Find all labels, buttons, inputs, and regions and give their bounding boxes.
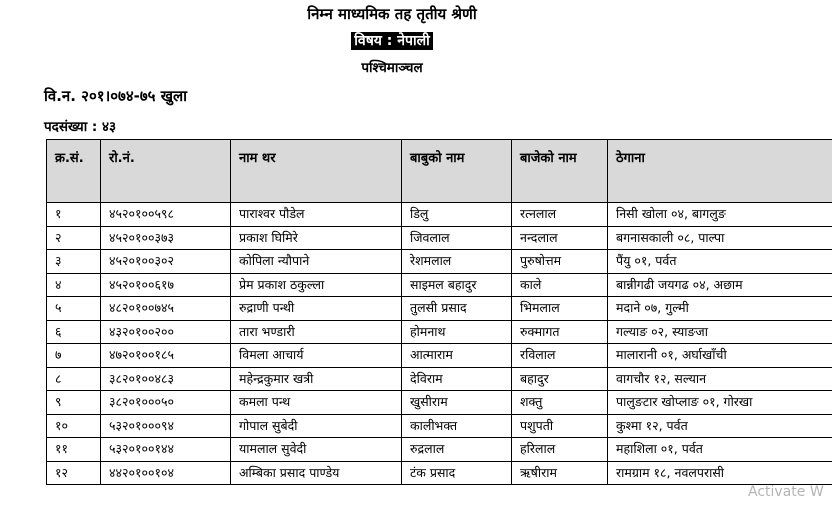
- cell-roll-number: ३८२०१००४८३: [101, 367, 231, 391]
- cell-address: वागचौर १२, सल्यान: [608, 367, 832, 391]
- cell-serial: १: [47, 203, 101, 227]
- cell-father-name: रेशमलाल: [402, 250, 512, 274]
- cell-serial: ५: [47, 297, 101, 321]
- cell-address: महाशिला ०१, पर्वत: [608, 438, 832, 462]
- page-title: निम्न माध्यमिक तह तृतीय श्रेणी: [307, 5, 477, 23]
- cell-roll-number: ४५२०१००३७३: [101, 226, 231, 250]
- table-header-row: [47, 140, 832, 203]
- cell-name: कोपिला न्यौपाने: [231, 250, 402, 274]
- cell-grandfather-name: पशुपती: [512, 414, 608, 438]
- cell-name: महेन्द्रकुमार खत्री: [231, 367, 402, 391]
- cell-grandfather-name: शक्तु: [512, 391, 608, 415]
- cell-grandfather-name: रविलाल: [512, 344, 608, 368]
- region-heading: पश्चिमाञ्चल: [361, 60, 423, 76]
- cell-roll-number: ४५२०१००६१७: [101, 273, 231, 297]
- column-header-grandfather: बाजेको नाम: [512, 140, 608, 203]
- table-row: [47, 297, 832, 321]
- cell-roll-number: ५३२०१०००९४: [101, 414, 231, 438]
- cell-grandfather-name: भिमलाल: [512, 297, 608, 321]
- cell-serial: १२: [47, 461, 101, 485]
- cell-name: यामलाल सुवेदी: [231, 438, 402, 462]
- cell-name: पाराश्वर पौडेल: [231, 203, 402, 227]
- cell-roll-number: ३८२०१०००५०: [101, 391, 231, 415]
- cell-grandfather-name: रुक्मागत: [512, 320, 608, 344]
- cell-serial: २: [47, 226, 101, 250]
- column-header-father: बाबुको नाम: [402, 140, 512, 203]
- cell-serial: ८: [47, 367, 101, 391]
- posts-count: पदसंख्या : ४३: [44, 119, 117, 135]
- cell-address: पैंयु ०१, पर्वत: [608, 250, 832, 274]
- cell-father-name: टंक प्रसाद: [402, 461, 512, 485]
- cell-address: निसी खोला ०४, बागलुङ: [608, 203, 832, 227]
- table-row: [47, 273, 832, 297]
- column-header-roll: रो.नं.: [101, 140, 231, 203]
- cell-roll-number: ४३२०१००२००: [101, 320, 231, 344]
- subject-label: विषय : नेपाली: [351, 32, 432, 50]
- cell-grandfather-name: बहादुर: [512, 367, 608, 391]
- cell-name: तारा भण्डारी: [231, 320, 402, 344]
- cell-serial: १०: [47, 414, 101, 438]
- cell-father-name: कालीभक्त: [402, 414, 512, 438]
- cell-roll-number: ४७२०१००१८५: [101, 344, 231, 368]
- cell-name: गोपाल सुबेदी: [231, 414, 402, 438]
- cell-name: प्रेम प्रकाश ठकुल्ला: [231, 273, 402, 297]
- cell-name: रुद्राणी पन्थी: [231, 297, 402, 321]
- cell-address: पालुङटार खोप्लाङ ०१, गोरखा: [608, 391, 832, 415]
- results-table: [46, 139, 832, 485]
- cell-serial: ९: [47, 391, 101, 415]
- cell-name: प्रकाश घिमिरे: [231, 226, 402, 250]
- cell-grandfather-name: नन्दलाल: [512, 226, 608, 250]
- cell-serial: ६: [47, 320, 101, 344]
- cell-grandfather-name: पुरुषोत्तम: [512, 250, 608, 274]
- table-row: [47, 438, 832, 462]
- cell-address: बान्नीगढी जयगढ ०४, अछाम: [608, 273, 832, 297]
- column-header-name: नाम थर: [231, 140, 402, 203]
- cell-serial: ३: [47, 250, 101, 274]
- cell-father-name: खुसीराम: [402, 391, 512, 415]
- column-header-address: ठेगाना: [608, 140, 832, 203]
- cell-address: मदाने ०७, गुल्मी: [608, 297, 832, 321]
- cell-father-name: जिवलाल: [402, 226, 512, 250]
- table-row: [47, 414, 832, 438]
- cell-address: मालारानी ०१, अर्घाखाँची: [608, 344, 832, 368]
- subject-heading: [0, 30, 784, 50]
- cell-name: कमला पन्थ: [231, 391, 402, 415]
- cell-grandfather-name: हरिलाल: [512, 438, 608, 462]
- cell-father-name: रुद्रलाल: [402, 438, 512, 462]
- cell-grandfather-name: रत्नलाल: [512, 203, 608, 227]
- cell-address: बगनासकाली ०८, पाल्पा: [608, 226, 832, 250]
- table-row: [47, 320, 832, 344]
- cell-father-name: साइमल बहादुर: [402, 273, 512, 297]
- cell-address: रामग्राम १८, नवलपरासी: [608, 461, 832, 485]
- cell-serial: ११: [47, 438, 101, 462]
- cell-roll-number: ४५२०१००३०२: [101, 250, 231, 274]
- cell-name: अम्बिका प्रसाद पाण्डेय: [231, 461, 402, 485]
- column-header-serial: क्र.सं.: [47, 140, 101, 203]
- table-row: [47, 226, 832, 250]
- activation-watermark: Activate W: [748, 484, 824, 500]
- cell-address: गल्याङ ०२, स्याङजा: [608, 320, 832, 344]
- year-heading: वि.न. २०१।०७४-७५ खुला: [44, 87, 188, 105]
- table-row: [47, 391, 832, 415]
- cell-father-name: आत्माराम: [402, 344, 512, 368]
- cell-address: कुश्मा १२, पर्वत: [608, 414, 832, 438]
- cell-name: विमला आचार्य: [231, 344, 402, 368]
- table-row: [47, 250, 832, 274]
- cell-father-name: डिलु: [402, 203, 512, 227]
- cell-grandfather-name: ऋषीराम: [512, 461, 608, 485]
- cell-serial: ४: [47, 273, 101, 297]
- cell-grandfather-name: काले: [512, 273, 608, 297]
- table-row: [47, 461, 832, 485]
- cell-roll-number: ४४२०१००१०४: [101, 461, 231, 485]
- cell-father-name: तुलसी प्रसाद: [402, 297, 512, 321]
- table-row: [47, 203, 832, 227]
- cell-roll-number: ५३२०१००१४४: [101, 438, 231, 462]
- cell-roll-number: ४५२०१००५९८: [101, 203, 231, 227]
- cell-roll-number: ४८२०१००७४५: [101, 297, 231, 321]
- table-body: [47, 203, 832, 485]
- table-row: [47, 367, 832, 391]
- table-row: [47, 344, 832, 368]
- cell-serial: ७: [47, 344, 101, 368]
- cell-father-name: होमनाथ: [402, 320, 512, 344]
- cell-father-name: देविराम: [402, 367, 512, 391]
